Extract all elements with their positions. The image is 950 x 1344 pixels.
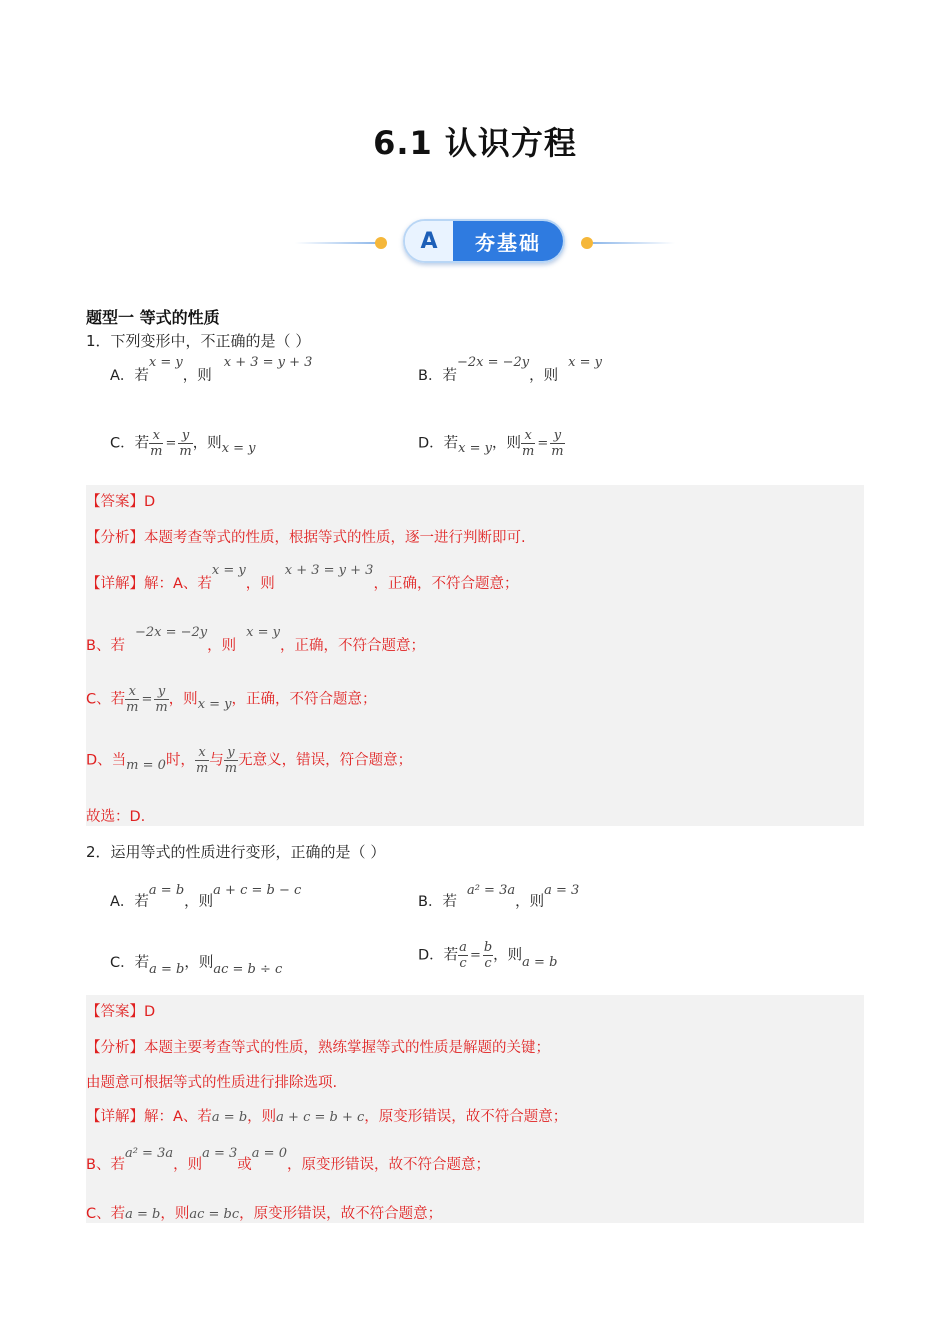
banner-letter: A [405, 221, 453, 261]
q2-detail-b [86, 1146, 490, 1174]
q2-c-m2: ac = b ÷ c [213, 962, 283, 977]
banner-pill [403, 219, 565, 263]
q1-b-tag: B．若 [418, 368, 457, 384]
q1-detail-label: 【详解】 [86, 576, 144, 592]
q1-d3-mid: ，则 [168, 691, 198, 708]
q1-d1-mid: ，则 [245, 576, 275, 592]
q2-d3-m1: a = b [125, 1207, 161, 1222]
q2-d2-mid1: ，则 [173, 1157, 203, 1173]
q1-option-d [418, 428, 565, 459]
q2-d2-mid2: 或 [237, 1157, 252, 1173]
q1-d-tag: D．若 [418, 435, 459, 452]
q1-c-eq: = [165, 436, 177, 451]
q1-detail-a [86, 563, 519, 593]
q1-d2-mid: ，则 [207, 638, 237, 654]
q1-c-tag: C．若 [110, 435, 150, 452]
q2-b-m1: a² = 3a [466, 883, 516, 898]
q2-d1-m2: a + c = b + c [276, 1110, 365, 1125]
banner-line-right [593, 242, 675, 244]
q2-detail-a [86, 1105, 567, 1126]
q1-detail-b [86, 625, 425, 655]
q1-d2-m1: −2x = −2y [134, 625, 208, 640]
q1-c-frac-y: $\frac{y}{m}$ [179, 428, 192, 459]
q2-option-c [110, 951, 283, 977]
q1-d4-post: 无意义，错误，符合题意； [238, 752, 413, 769]
q1-d4-mid1: 时， [165, 752, 195, 769]
q1-d1-pre: 解：A、若 [144, 576, 212, 592]
q1-answer: 【答案】D [86, 494, 156, 510]
q2-d3-mid: ，则 [160, 1206, 190, 1222]
q2-detail-c [86, 1202, 442, 1223]
q2-d3-post: ，原变形错误，故不符合题意； [239, 1206, 443, 1222]
q1-detail-c [86, 684, 377, 715]
q2-d2-post: ，原变形错误，故不符合题意； [286, 1157, 490, 1173]
q2-option-d [418, 940, 557, 971]
q1-d4-frac-y: $\frac{y}{m}$ [224, 745, 238, 776]
banner-dot-right [581, 237, 593, 249]
q1-d1-m1: x = y [211, 563, 246, 578]
q1-a-m1: x = y [148, 355, 183, 370]
q1-c-m2: x = y [221, 440, 256, 456]
q2-b-mid: ，则 [515, 894, 545, 910]
q2-analysis-2: 由题意可根据等式的性质进行排除选项. [86, 1075, 338, 1091]
q2-d2-m3: a = 0 [251, 1146, 287, 1161]
q1-b-mid: ，则 [529, 368, 559, 384]
q1-option-a [110, 355, 313, 385]
q2-c-tag: C．若 [110, 955, 150, 971]
q1-d3-frac-x: $\frac{x}{m}$ [126, 684, 139, 715]
q2-a-m1: a = b [148, 883, 185, 898]
q2-a-tag: A．若 [110, 894, 149, 910]
q1-d3-eq: = [141, 692, 153, 707]
banner-dot-left [375, 237, 387, 249]
q1-stem: 1．下列变形中，不正确的是（ ） [86, 332, 311, 350]
q2-d1-pre: 解：A、若 [144, 1109, 212, 1125]
q1-d-frac-x: $\frac{x}{m}$ [522, 428, 535, 459]
q1-d3-frac-y: $\frac{y}{m}$ [155, 684, 168, 715]
q2-d-frac-a: $\frac{a}{c}$ [459, 940, 467, 971]
q2-answer: 【答案】D [86, 1004, 156, 1020]
q1-option-b [418, 355, 602, 385]
q2-option-a [110, 883, 302, 911]
q2-c-m1: a = b [149, 962, 185, 977]
q2-detail-label: 【详解】 [86, 1109, 144, 1125]
q2-d1-mid: ，则 [247, 1109, 277, 1125]
q2-a-mid: ，则 [184, 894, 214, 910]
q2-d2-m2: a = 3 [202, 1146, 238, 1161]
q2-d2-pre: B、若 [86, 1157, 125, 1173]
q1-d4-m1: m = 0 [126, 757, 166, 773]
q2-b-m2: a = 3 [544, 883, 580, 898]
q2-analysis: 【分析】本题主要考查等式的性质，熟练掌握等式的性质是解题的关键； [86, 1040, 550, 1056]
q2-d-eq: = [469, 948, 481, 963]
q1-d3-pre: C、若 [86, 691, 126, 708]
q1-d-frac-y: $\frac{y}{m}$ [551, 428, 564, 459]
q2-d-frac-b: $\frac{b}{c}$ [483, 940, 493, 971]
banner-line-left [295, 242, 377, 244]
q1-a-m2: x + 3 = y + 3 [223, 355, 313, 370]
q2-d2-m1: a² = 3a [124, 1146, 174, 1161]
q1-d4-pre: D、当 [86, 752, 127, 769]
q2-b-tag: B．若 [418, 894, 457, 910]
q1-d4-frac-x: $\frac{x}{m}$ [195, 745, 209, 776]
section-banner [295, 218, 675, 266]
q1-b-m1: −2x = −2y [456, 355, 530, 370]
q2-a-m2: a + c = b − c [213, 883, 302, 898]
section-heading: 题型一 等式的性质 [86, 308, 220, 327]
q1-c-frac-x: $\frac{x}{m}$ [150, 428, 163, 459]
q2-d-mid: ，则 [493, 947, 523, 964]
q1-d-m1: x = y [458, 440, 493, 456]
q1-d2-post: ，正确，不符合题意； [279, 638, 425, 654]
q2-stem: 2．运用等式的性质进行变形，正确的是（ ） [86, 843, 386, 861]
q1-d-eq: = [537, 436, 549, 451]
q1-d2-pre: B、若 [86, 638, 125, 654]
q2-d1-post: ，原变形错误，故不符合题意； [364, 1109, 568, 1125]
q1-d1-post: ，正确，不符合题意； [373, 576, 519, 592]
q1-d-mid: ，则 [492, 435, 522, 452]
q2-d3-m2: ac = bc [189, 1207, 240, 1222]
q2-d-tag: D．若 [418, 947, 459, 964]
q1-d2-m2: x = y [246, 625, 280, 640]
q2-option-b [418, 883, 580, 911]
q1-analysis: 【分析】本题考查等式的性质，根据等式的性质，逐一进行判断即可. [86, 530, 526, 546]
q1-d1-m2: x + 3 = y + 3 [284, 563, 374, 578]
q2-d1-m1: a = b [211, 1110, 248, 1125]
q2-d3-pre: C、若 [86, 1206, 126, 1222]
q1-a-tag: A．若 [110, 368, 149, 384]
q1-c-mid: ，则 [192, 435, 222, 452]
q1-d3-m2: x = y [197, 696, 232, 712]
q1-d4-mid2: 与 [209, 752, 224, 769]
q1-d3-post: ，正确，不符合题意； [231, 691, 377, 708]
q1-conclusion: 故选：D. [86, 809, 146, 825]
page-title: 6.1 认识方程 [373, 124, 577, 162]
q1-b-m2: x = y [568, 355, 602, 370]
banner-label: 夯基础 [453, 221, 563, 261]
q1-detail-d [86, 745, 412, 776]
q1-a-mid: ，则 [182, 368, 212, 384]
q2-d-m2: a = b [522, 954, 558, 970]
q1-option-c [110, 428, 256, 459]
q2-c-mid: ，则 [184, 955, 214, 971]
